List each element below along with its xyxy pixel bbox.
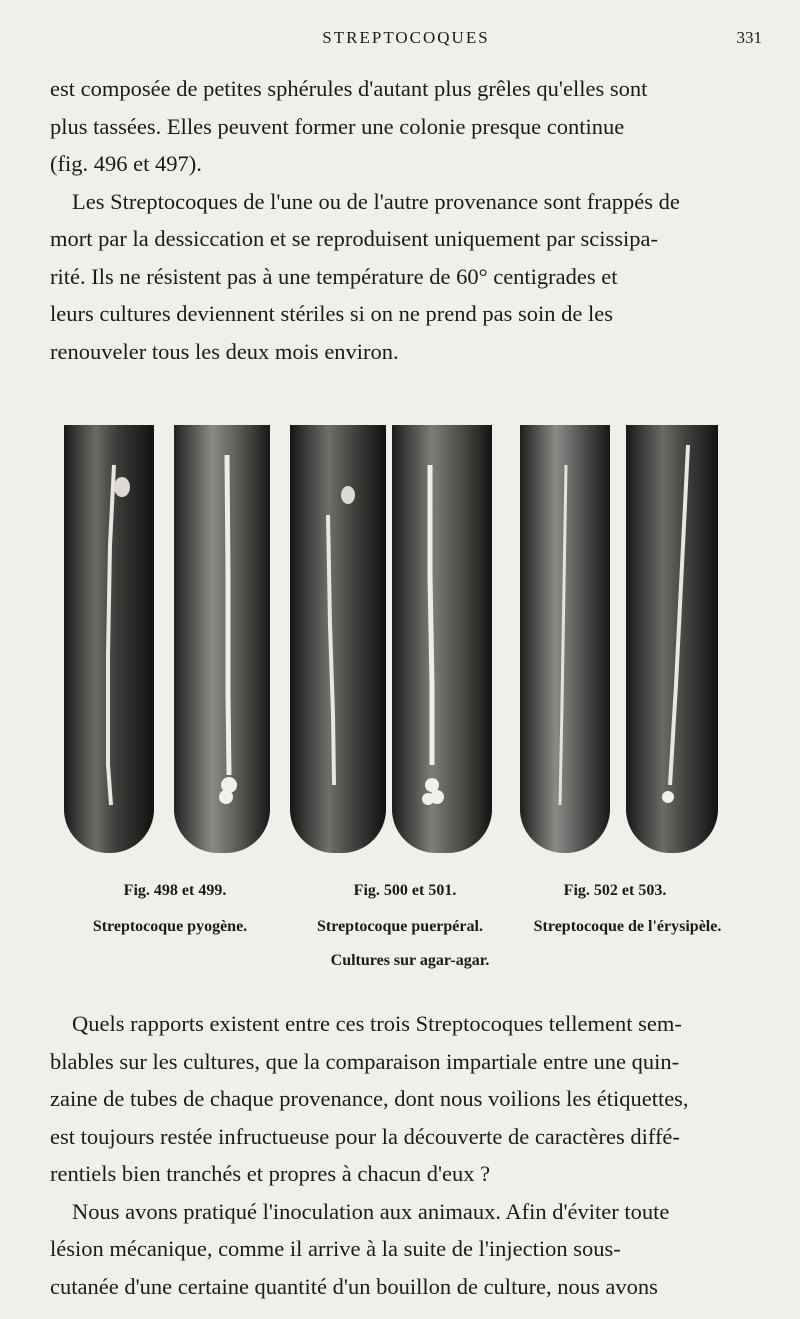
text-line: leurs cultures deviennent stériles si on ne prend pas soin de les (50, 301, 613, 326)
text-line: Nous avons pratiqué l'inoculation aux animaux. Afin d'éviter toute (72, 1198, 670, 1224)
culture-tube-image (626, 425, 718, 853)
culture-tube-image (392, 425, 492, 853)
text-line: Quels rapports existent entre ces trois Streptocoques tellement sem- (72, 1011, 682, 1036)
figure-caption: Streptocoque pyogène. (92, 918, 248, 935)
culture-tubes-figure (64, 425, 718, 855)
figure-label: Fig. 502 et 503. (563, 882, 667, 899)
figure-label: Fig. 500 et 501. (353, 882, 457, 899)
text-line: est toujours restée infructueuse pour la découverte de caractères diffé- (50, 1123, 680, 1149)
text-line: renouveler tous les deux mois environ. (50, 338, 399, 364)
text-line: zaine de tubes de chaque provenance, dont nous voilions les étiquettes, (50, 1086, 689, 1111)
text-line: est composée de petites sphérules d'autant plus grêles qu'elles sont (50, 76, 648, 101)
figure-caption: Streptocoque de l'érysipèle. (533, 918, 722, 935)
running-head (50, 28, 762, 56)
text-line: lésion mécanique, comme il arrive à la suite de l'injection sous- (50, 1236, 621, 1261)
culture-tube-image (290, 425, 386, 853)
text-line: Les Streptocoques de l'une ou de l'autre provenance sont frappés de (72, 188, 680, 214)
text-line: blables sur les cultures, que la comparaison impartiale entre une quin- (50, 1048, 680, 1074)
figure-caption: Streptocoque puerpéral. (317, 918, 483, 935)
figure-label: Fig. 498 et 499. (123, 882, 227, 899)
text-line: rentiels bien tranchés et propres à chacun d'eux ? (50, 1161, 491, 1186)
text-line: mort par la dessiccation et se reproduisent uniquement par scissipa- (50, 226, 658, 251)
page-number: 331 (736, 28, 762, 47)
figure-common-caption: Cultures sur agar-agar. (330, 952, 490, 969)
culture-tube-image (174, 425, 270, 853)
text-line: cutanée d'une certaine quantité d'un bouillon de culture, nous avons (50, 1273, 658, 1299)
paragraph-block-bottom (50, 1005, 758, 1305)
text-line: plus tassées. Elles peuvent former une colonie presque continue (50, 113, 625, 139)
figure-captions (50, 882, 770, 972)
text-line: rité. Ils ne résistent pas à une température de 60° centigrades et (50, 263, 618, 289)
culture-tube-image (64, 425, 154, 853)
culture-tube-image (520, 425, 610, 853)
paragraph-block-top (50, 70, 758, 370)
running-title: STREPTOCOQUES (322, 28, 490, 47)
text-line: (fig. 496 et 497). (50, 151, 202, 176)
